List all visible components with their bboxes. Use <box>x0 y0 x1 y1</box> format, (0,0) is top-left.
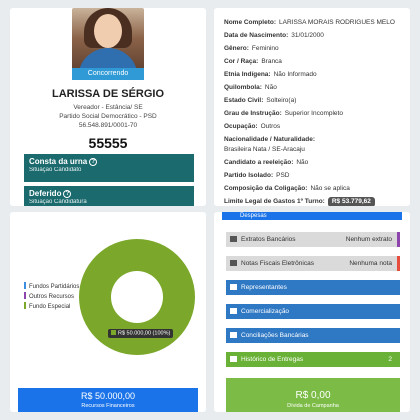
detail-row: Estado Civil: Solteiro(a) <box>224 97 297 104</box>
conciliacoes-label: Conciliações Bancárias <box>241 332 309 339</box>
notas-status: Nenhuma nota <box>349 260 392 267</box>
bank-statement-icon <box>230 236 237 242</box>
donut-tooltip: R$ 50.000,00 (100%) <box>108 329 173 338</box>
detail-row: Partido Isolado: PSD <box>224 172 290 179</box>
status-deferido-title: Deferido <box>29 189 62 198</box>
detail-row: Nome Completo: LARISSA MORAIS RODRIGUES MELO <box>224 19 395 26</box>
notas-label: Notas Fiscais Eletrônicas <box>241 260 314 267</box>
help-icon[interactable]: ? <box>89 158 97 166</box>
legend-swatch <box>24 282 26 289</box>
row-accent <box>397 256 400 271</box>
campaign-debt-label: Dívida de Campanha <box>287 403 339 409</box>
candidate-cnpj: 56.548.891/0001-70 <box>78 122 138 129</box>
truck-icon <box>230 356 237 362</box>
detail-row: Cor / Raça: Branca <box>224 58 282 65</box>
detail-row: Nacionalidade / Naturalidade: <box>224 136 316 143</box>
details-list <box>224 16 404 206</box>
representantes-label: Representantes <box>241 284 287 291</box>
detail-row: Quilombola: Não <box>224 84 277 91</box>
status-deferido-box <box>24 186 194 206</box>
resources-chart-panel <box>10 212 206 412</box>
candidate-card <box>10 8 206 206</box>
store-icon <box>230 308 237 314</box>
total-resources-value: R$ 50.000,00 <box>80 391 136 401</box>
status-urna-box <box>24 154 194 182</box>
detail-row: Etnia Indígena: Não Informado <box>224 71 317 78</box>
detail-row: Candidato a reeleição: Não <box>224 159 309 166</box>
extratos-status: Nenhum extrato <box>345 236 392 243</box>
legend-item[interactable] <box>24 282 79 292</box>
candidate-name: LARISSA DE SÉRGIO <box>51 88 165 100</box>
invoice-icon <box>230 260 237 266</box>
chart-legend <box>24 282 79 312</box>
limit-row: Limite Legal de Gastos 1º Turno: R$ 53.779,62 <box>224 195 404 206</box>
concorrendo-badge: Concorrendo <box>72 68 144 80</box>
representantes-row[interactable] <box>226 280 400 295</box>
candidate-photo <box>72 8 144 76</box>
detail-row: Composição da Coligação: Não se aplica <box>224 185 350 192</box>
conciliacoes-row[interactable] <box>226 328 400 343</box>
extratos-row[interactable] <box>226 232 400 247</box>
legend-item[interactable] <box>24 292 79 302</box>
detail-row: Gênero: Feminino <box>224 45 279 52</box>
status-deferido-subtitle: Situação Candidatura <box>29 199 87 205</box>
detail-row: Brasileira Nata / SE-Aracaju <box>224 146 305 153</box>
comercializacao-row[interactable] <box>226 304 400 319</box>
resources-donut-chart <box>76 236 198 358</box>
detail-row: Ocupação: Outros <box>224 123 281 130</box>
help-icon[interactable]: ? <box>63 190 71 198</box>
status-urna-subtitle: Situação Candidato <box>29 167 82 173</box>
candidate-details <box>214 8 410 206</box>
donut-slice[interactable] <box>79 239 195 355</box>
campaign-debt-value: R$ 0,00 <box>295 390 331 401</box>
tooltip-swatch <box>111 330 116 335</box>
notas-row[interactable] <box>226 256 400 271</box>
status-urna-title: Consta da urna <box>29 157 88 166</box>
legend-swatch <box>24 302 26 309</box>
legend-swatch <box>24 292 26 299</box>
extratos-label: Extratos Bancários <box>241 236 296 243</box>
finance-panel <box>214 212 410 412</box>
candidate-party: Partido Social Democrático - PSD <box>59 113 157 120</box>
legend-label: Fundo Especial <box>29 304 71 310</box>
candidate-number: 55555 <box>88 135 128 151</box>
candidate-role: Vereador - Estância/ SE <box>73 104 143 111</box>
row-accent <box>397 232 400 247</box>
legend-item[interactable] <box>24 302 79 312</box>
detail-row: Grau de Instrução: Superior Incompleto <box>224 110 343 117</box>
total-resources-label: Recursos Financeiros <box>81 403 135 409</box>
comercializacao-label: Comercialização <box>241 308 290 315</box>
legend-label: Outros Recursos <box>29 294 75 300</box>
despesas-button[interactable]: Despesas <box>222 212 402 220</box>
users-icon <box>230 284 237 290</box>
historico-row[interactable] <box>226 352 400 367</box>
total-resources-box <box>18 388 198 412</box>
campaign-debt-box <box>226 378 400 412</box>
historico-count: 2 <box>388 356 392 363</box>
limit-badge: R$ 53.779,62 <box>328 197 375 206</box>
legend-label: Fundos Partidários <box>29 284 80 290</box>
detail-row: Data de Nascimento: 31/01/2000 <box>224 32 324 39</box>
historico-label: Histórico de Entregas <box>241 356 304 363</box>
balance-icon <box>230 332 237 338</box>
